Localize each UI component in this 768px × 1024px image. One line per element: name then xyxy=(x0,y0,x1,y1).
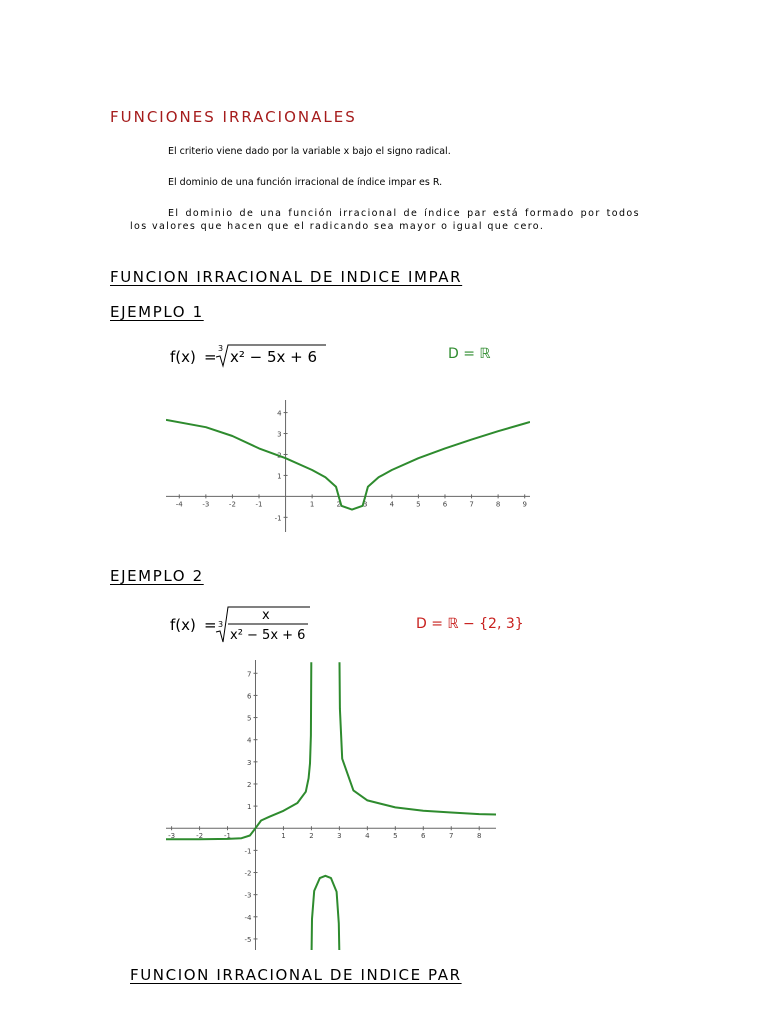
x-tick-label: 5 xyxy=(416,500,421,509)
x-tick-label: 1 xyxy=(281,832,286,841)
y-tick-label: 4 xyxy=(247,736,252,745)
y-tick-label: 2 xyxy=(247,780,252,789)
y-tick-label: 3 xyxy=(277,430,282,439)
section-heading-impar: FUNCION IRRACIONAL DE INDICE IMPAR xyxy=(110,268,463,286)
x-tick-label: 3 xyxy=(337,832,342,841)
x-tick-label: 9 xyxy=(522,500,527,509)
formula-lhs: f(x) xyxy=(170,616,196,634)
x-tick-label: 6 xyxy=(442,500,448,509)
x-tick-label: -4 xyxy=(175,500,183,509)
y-tick-label: -2 xyxy=(244,869,252,878)
y-tick-label: -1 xyxy=(244,847,252,856)
example-1-label: EJEMPLO 1 xyxy=(110,303,204,321)
x-tick-label: -1 xyxy=(255,500,263,509)
x-tick-label: 2 xyxy=(336,500,341,509)
paragraph-criterio: El criterio viene dado por la variable x bajo el signo radical. xyxy=(168,146,451,157)
x-tick-label: 6 xyxy=(421,832,426,841)
x-tick-label: 8 xyxy=(495,500,501,509)
radical-index: 3 xyxy=(218,344,224,353)
y-tick-label: -4 xyxy=(244,913,252,922)
formula-radicand: x² − 5x + 6 xyxy=(230,348,318,366)
y-tick-label: 1 xyxy=(247,803,252,812)
y-tick-label: 2 xyxy=(277,451,282,460)
y-tick-label: -5 xyxy=(244,935,252,944)
radical-index: 3 xyxy=(218,620,224,629)
x-tick-label: 3 xyxy=(363,500,368,509)
x-tick-label: 7 xyxy=(469,500,474,509)
graph-example-1 xyxy=(166,400,530,532)
formula-example-2 xyxy=(170,605,350,645)
x-tick-label: -3 xyxy=(168,832,176,841)
x-tick-label: 8 xyxy=(476,832,482,841)
y-tick-label: 1 xyxy=(277,472,282,481)
formula-example-1 xyxy=(170,342,340,372)
x-tick-label: -2 xyxy=(228,500,236,509)
function-curve-branch-2 xyxy=(312,876,340,950)
y-tick-label: 7 xyxy=(247,670,252,679)
paragraph-dominio-impar: El dominio de una función irracional de índice impar es R. xyxy=(168,177,443,188)
x-tick-label: -3 xyxy=(202,500,210,509)
page-title: FUNCIONES IRRACIONALES xyxy=(110,108,357,126)
formula-denominator: x² − 5x + 6 xyxy=(230,628,306,643)
domain-example-1: D = ℝ xyxy=(448,346,491,362)
paragraph-dominio-par: El dominio de una función irracional de índice par está formado por todos los valores que hacen que el radicando sea mayor o igual que cero. xyxy=(130,208,640,232)
y-tick-label: 3 xyxy=(247,758,252,767)
x-tick-label: 1 xyxy=(309,500,315,509)
formula-lhs: f(x) xyxy=(170,348,196,366)
function-curve-branch-3 xyxy=(340,662,497,814)
domain-example-2: D = ℝ − {2, 3} xyxy=(416,616,524,632)
formula-equals: = xyxy=(204,348,217,366)
x-tick-label: -2 xyxy=(196,832,204,841)
function-curve-branch-1 xyxy=(166,662,314,841)
section-heading-par: FUNCION IRRACIONAL DE INDICE PAR xyxy=(130,966,462,984)
y-tick-label: -1 xyxy=(274,514,282,523)
x-tick-label: 2 xyxy=(309,832,314,841)
example-2-label: EJEMPLO 2 xyxy=(110,567,204,585)
graph-example-2 xyxy=(166,660,496,950)
x-tick-label: 4 xyxy=(389,500,395,509)
x-tick-label: 7 xyxy=(449,832,454,841)
x-tick-label: 5 xyxy=(393,832,398,841)
formula-numerator: x xyxy=(262,608,270,623)
x-tick-label: -1 xyxy=(224,832,232,841)
y-tick-label: 4 xyxy=(277,409,282,418)
y-tick-label: 6 xyxy=(247,692,252,701)
formula-equals: = xyxy=(204,616,217,634)
y-tick-label: 5 xyxy=(247,714,252,723)
x-tick-label: 4 xyxy=(365,832,370,841)
y-tick-label: -3 xyxy=(244,891,252,900)
